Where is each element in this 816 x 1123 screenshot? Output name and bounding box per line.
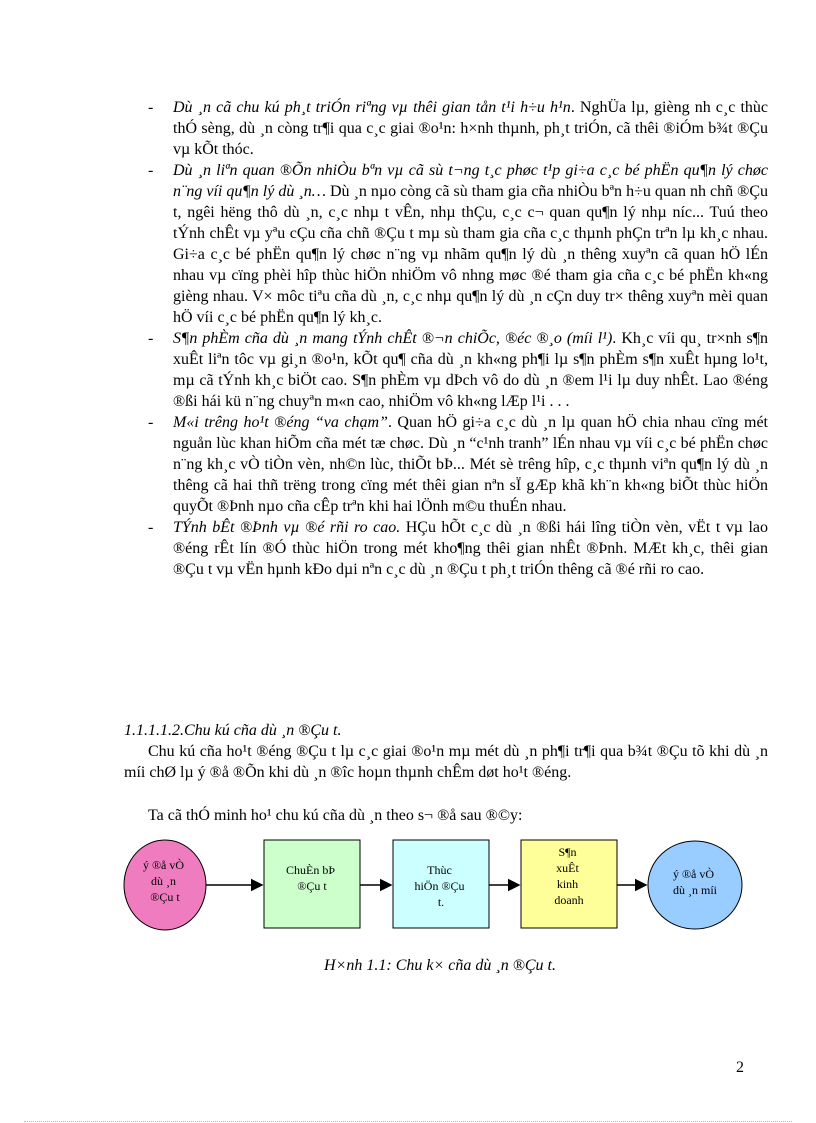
- list-item: [148, 160, 768, 328]
- body-paragraph: Chu kú cña ho¹t ®éng ®Çu t lµ c¸c giai ®o¹n mµ mét dù ¸n ph¶i tr¶i qua b¾t ®Çu tõ khi dù ¸n míi chØ lµ ý ®å ®Õn khi dù ¸n ®îc hoµn thµnh chÊm døt ho¹t ®éng.: [124, 743, 768, 781]
- section-heading: 1.1.1.1.2.Chu kú cña dù ¸n ®Çu t.: [124, 722, 342, 739]
- bullet-dash: -: [148, 519, 154, 536]
- page-edge-divider: [24, 1121, 792, 1122]
- bullet-dash: -: [148, 330, 154, 347]
- body-paragraph: Ta cã thÓ minh ho¹ chu kú cña dù ¸n theo s¬ ®å sau ®©y:: [148, 807, 523, 824]
- node-label: ChuÈn bÞ ®Çu t: [285, 863, 336, 893]
- characteristics-list: [148, 97, 768, 580]
- project-cycle-diagram: [118, 832, 758, 942]
- bullet-lead: M«i trêng ho¹t ®éng “va chạm”: [173, 414, 388, 431]
- list-item: [148, 517, 768, 580]
- list-item: [148, 328, 768, 412]
- node-label: ý ®å vÒ dù ¸n míi: [672, 867, 717, 897]
- bullet-dash: -: [148, 414, 154, 431]
- bullet-dash: -: [148, 162, 154, 179]
- bullet-text: . Kh¸c víi qu¸ tr×nh s¶n xuÊt liªn tôc vµ gi¸n ®o¹n, kÕt qu¶ cña dù ¸n kh«ng ph¶i lµ s¶n phÈm s¶n xuÊt hµng lo¹t, mµ cã tÝnh kh¸c biÖt cao. S¶n phÈm vµ dÞch vô do dù ¸n ®em l¹i lµ duy nhÊt. Lao ®éng ®ßi hái kü n¨ng chuyªn m«n cao, nhiÖm vô kh«ng lÆp l¹i . . .: [173, 330, 769, 410]
- bullet-lead: Dù ¸n liªn quan ®Õn nhiÒu bªn vµ cã sù t¬ng t¸c phøc t¹p gi÷a c¸c bé phËn qu¶n lý chøc n¨ng víi qu¶n lý dù ¸n…: [173, 162, 768, 200]
- bullet-text: Dù ¸n nµo còng cã sù tham gia cña nhiÒu bªn h÷u quan nh chñ ®Çu t, ngêi hëng thô dù ¸n, c¸c nhµ t vÊn, nhµ thÇu, c¸c c¬ quan qu¶n lý nhµ níc... Tuú theo tÝnh chÊt vµ yªu cÇu cña chñ ®Çu t mµ sù tham gia cña c¸c thµnh phÇn trªn lµ kh¸c nhau. Gi÷a c¸c bé phËn qu¶n lý chøc n¨ng vµ nhãm qu¶n lý dù ¸n thêng xuyªn cã quan hÖ lÉn nhau vµ cïng phèi hîp thùc hiÖn nhiÖm vô nhng møc ®é tham gia cña c¸c bé phËn kh«ng gièng nhau. V× môc tiªu cña dù ¸n, c¸c nhµ qu¶n lý dù ¸n cÇn duy tr× thêng xuyªn mèi quan hÖ víi c¸c bé phËn qu¶n lý kh¸c.: [173, 183, 768, 326]
- bullet-dash: -: [148, 99, 154, 116]
- bullet-text: HÇu hÕt c¸c dù ¸n ®ßi hái lîng tiÒn vèn, vËt t vµ lao ®éng rÊt lín ®Ó thùc hiÖn trong mét kho¶ng thêi gian nhÊt ®Þnh. MÆt kh¸c, thêi gian ®Çu t vµ vËn hµnh kÐo dµi nªn c¸c dù ¸n ®Çu t ph¸t triÓn thêng cã ®é rñi ro cao.: [173, 519, 768, 578]
- page-number: 2: [736, 1059, 744, 1076]
- list-item: [148, 97, 768, 160]
- bullet-lead: S¶n phÈm cña dù ¸n mang tÝnh chÊt ®¬n chiÕc, ®éc ®¸o (míi l¹): [173, 330, 613, 347]
- bullet-lead: TÝnh bÊt ®Þnh vµ ®é rñi ro cao.: [173, 519, 401, 536]
- node-label: ý ®å vÒ dù ¸n ®Çu t: [142, 858, 185, 904]
- figure-caption: H×nh 1.1: Chu k× cña dù ¸n ®Çu t.: [324, 957, 556, 974]
- list-item: [148, 412, 768, 517]
- bullet-text: . NghÜa lµ, gièng nh c¸c thùc thÓ sèng, dù ¸n còng tr¶i qua c¸c giai ®o¹n: h×nh thµnh, ph¸t triÓn, cã thêi ®iÓm b¾t ®Çu vµ kÕt thóc.: [173, 99, 769, 158]
- bullet-text: . Quan hÖ gi÷a c¸c dù ¸n lµ quan hÖ chia nhau cïng mét nguån lùc khan hiÕm cña mét tæ chøc. Dù ¸n “c¹nh tranh” lÉn nhau vµ víi c¸c bé phËn chøc n¨ng kh¸c vÒ tiÒn vèn, nh©n lùc, thiÕt bÞ... Mét sè trêng hîp, c¸c thµnh viªn qu¶n lý dù ¸n thêng cã hai thñ trëng trong cïng mét thêi gian nªn sÏ gÆp khã kh¨n kh«ng biÕt thùc hiÖn quyÕt ®Þnh nµo cña cÊp trªn khi hai lÖnh m©u thuÉn nhau.: [173, 414, 768, 515]
- node-label: S¶n xuÊt kinh doanh: [554, 845, 584, 907]
- node-label: Thùc hiÖn ®Çu t.: [414, 863, 465, 909]
- bullet-lead: Dù ¸n cã chu kú ph¸t triÓn riªng vµ thêi gian tån t¹i h÷u h¹n: [173, 99, 571, 116]
